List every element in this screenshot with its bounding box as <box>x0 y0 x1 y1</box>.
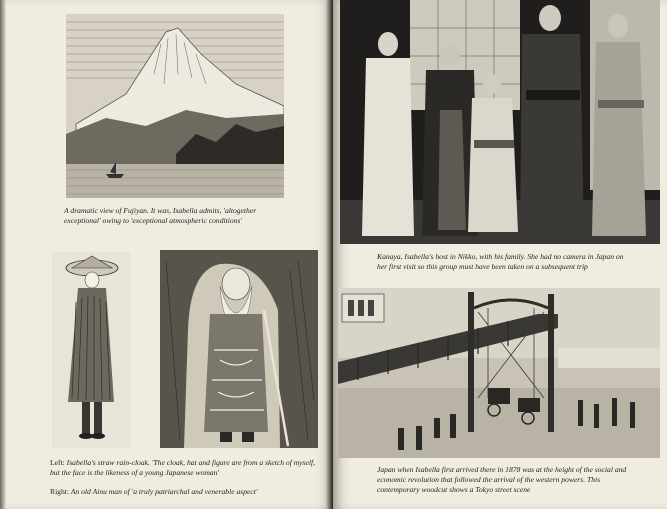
tokyo-street-woodcut <box>338 288 660 458</box>
family-caption: Kanaya, Isabella's host in Nikko, with his family. She had no camera in Japan on her first visit so this group must have been taken on a subsequent trip <box>377 252 624 271</box>
fujiyama-engraving <box>66 14 284 198</box>
ainu-caption <box>50 487 320 497</box>
tokyo-caption: Japan when Isabella first arrived there in 1878 was at the height of the social and economic revolution that followed the arrival of the western powers. This contemporary woodcut shows a Tokyo street scene <box>377 465 627 494</box>
page-edge <box>0 0 6 509</box>
cloak-caption <box>50 458 320 478</box>
kanaya-family-photograph <box>340 0 660 244</box>
left-page <box>0 0 332 509</box>
ainu-man-engraving <box>160 250 318 448</box>
right-page <box>333 0 667 509</box>
cloak-caption-text: Isabella's straw rain-cloak. 'The cloak, hat and figure are from a sketch of myself, but the face is the likeness of a young Japanese woman' <box>50 458 315 477</box>
caption-label-right: Right: <box>50 487 69 496</box>
fuji-caption: A dramatic view of Fujiyan. It was, Isabella admits, 'altogether exceptional' owing to 'exceptional atmospheric conditions' <box>64 206 257 225</box>
straw-rain-cloak-engraving <box>52 252 130 448</box>
ainu-caption-text: An old Ainu man of 'a truly patriarchal and venerable aspect' <box>70 487 258 496</box>
caption-label-left: Left: <box>50 458 65 467</box>
